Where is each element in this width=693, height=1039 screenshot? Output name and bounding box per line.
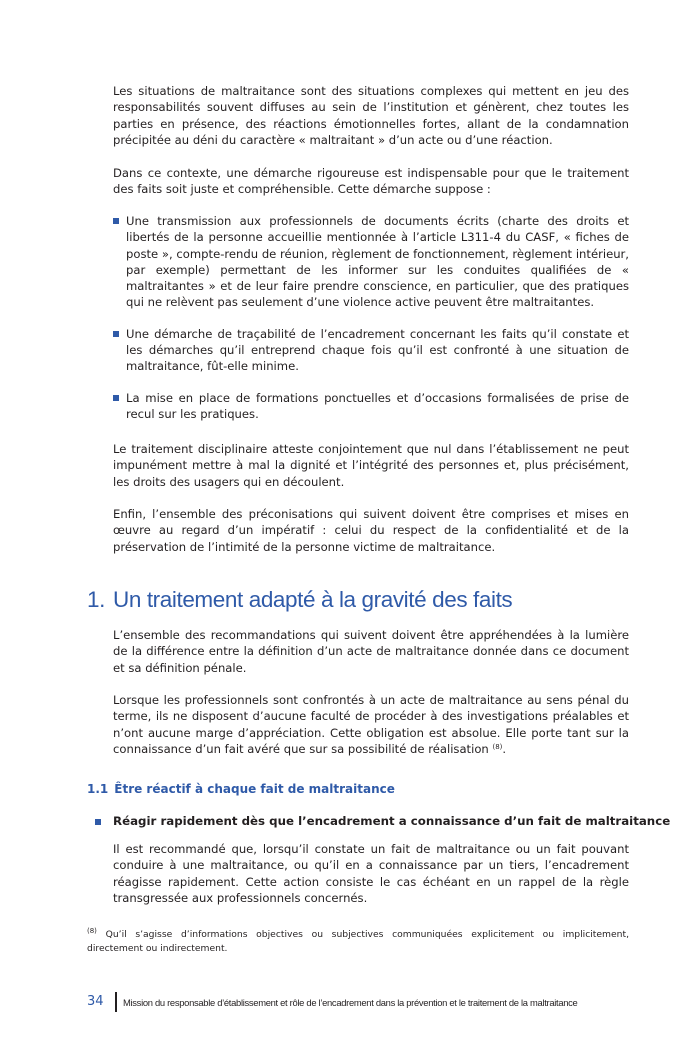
- list-item: [113, 390, 629, 423]
- page-number: 34: [87, 994, 104, 1009]
- section-number: 1.: [87, 587, 105, 612]
- square-bullet-icon: [113, 218, 119, 224]
- footer-divider: [115, 992, 117, 1012]
- intro-paragraph-1: Les situations de maltraitance sont des situations complexes qui mettent en jeu des responsabilités souvent diffuses au sein de l’institution et génèrent, chez toutes les parties en présence, des réactions émotionnelles fortes, allant de la condamnation précipitée au déni du caractère « maltraitant » d’un acte ou d’une réaction.: [113, 84, 629, 147]
- footnote-number: (8): [87, 927, 97, 935]
- subsection-number: 1.1: [87, 782, 109, 796]
- bullet-text: La mise en place de formations ponctuelles et d’occasions formalisées de prise de recul sur les pratiques.: [126, 390, 629, 421]
- footnote: [87, 928, 629, 956]
- bullet-text: Une transmission aux professionnels de documents écrits (charte des droits et libertés de la personne accueillie mentionnée à l’article L311-4 du CASF, « fiches de poste », compte-rendu de réunion, règlement de fonctionnement, règlement intérieur, par exemple) permettant de les informer sur les conduites qualifiées de « maltraitantes » et de leur faire prendre conscience, en particulier, que des pratiques qui ne relèvent pas seulement d’une violence active peuvent être maltraitantes.: [126, 214, 629, 310]
- square-bullet-icon: [113, 395, 119, 401]
- footer-running-title: Mission du responsable d’établissement et rôle de l’encadrement dans la prévention et le traitement de la maltraitance: [123, 997, 578, 1008]
- intro-paragraph-2: Dans ce contexte, une démarche rigoureuse est indispensable pour que le traitement des faits soit juste et compréhensible. Cette démarche suppose :: [113, 166, 629, 197]
- subsection-heading: [87, 782, 395, 796]
- section-paragraph-1: L’ensemble des recommandations qui suivent doivent être appréhendées à la lumière de la différence entre la définition d’un acte de maltraitance donnée dans ce document et sa définition pénale.: [113, 628, 629, 675]
- list-item: [113, 213, 629, 311]
- footnote-text: Qu’il s’agisse d’informations objectives ou subjectives communiquées explicitement ou implicitement, directement ou indirectement.: [87, 929, 630, 954]
- square-bullet-icon: [113, 331, 119, 337]
- section-title: Un traitement adapté à la gravité des faits: [113, 587, 513, 612]
- intro-paragraph-4: Enfin, l’ensemble des préconisations qui suivent doivent être comprises et mises en œuvre au regard d’un impératif : celui du respect de la confidentialité et de la préservation de l’intimité de la personne victime de maltraitance.: [113, 507, 629, 554]
- bullet-text: Une démarche de traçabilité de l’encadrement concernant les faits qu’il constate et les démarches qu’il entreprend chaque fois qu’il est confronté à une situation de maltraitance, fût-elle minime.: [126, 326, 629, 374]
- section-heading: [87, 587, 512, 613]
- list-item: [113, 326, 629, 375]
- section-paragraph-2-text: Lorsque les professionnels sont confrontés à un acte de maltraitance au sens pénal du terme, ils ne disposent d’aucune faculté de procéder à des investigations préalables et n’ont aucune marge d’appréciation. Cette obligation est absolue. Elle porte tant sur la connaissance d’un fait avéré que sur sa possibilité de réalisation: [113, 693, 629, 756]
- intro-paragraph-3: Le traitement disciplinaire atteste conjointement que nul dans l’établissement ne peut impunément mettre à mal la dignité et l’intégrité des personnes et, plus précisément, les droits des usagers qui en découlent.: [113, 442, 629, 489]
- bullet-subheading-text: Réagir rapidement dès que l’encadrement a connaissance d’un fait de maltraitance: [113, 814, 671, 828]
- subsection-paragraph-1: Il est recommandé que, lorsqu’il constate un fait de maltraitance ou un fait pouvant conduire à une maltraitance, ou qu’il en a connaissance par un tiers, l’encadrement réagisse rapidement. Cette action consiste le cas échéant en un rappel de la règle transgressée aux professionnels concernés.: [113, 842, 629, 905]
- bullet-subheading: [95, 814, 670, 828]
- section-paragraph-2: [113, 692, 629, 757]
- square-bullet-icon: [95, 819, 101, 825]
- section-paragraph-2-end: .: [502, 741, 507, 756]
- subsection-title: Être réactif à chaque fait de maltraitance: [114, 782, 395, 796]
- intro-bullet-list: [113, 213, 629, 422]
- footnote-reference: (8): [492, 742, 503, 751]
